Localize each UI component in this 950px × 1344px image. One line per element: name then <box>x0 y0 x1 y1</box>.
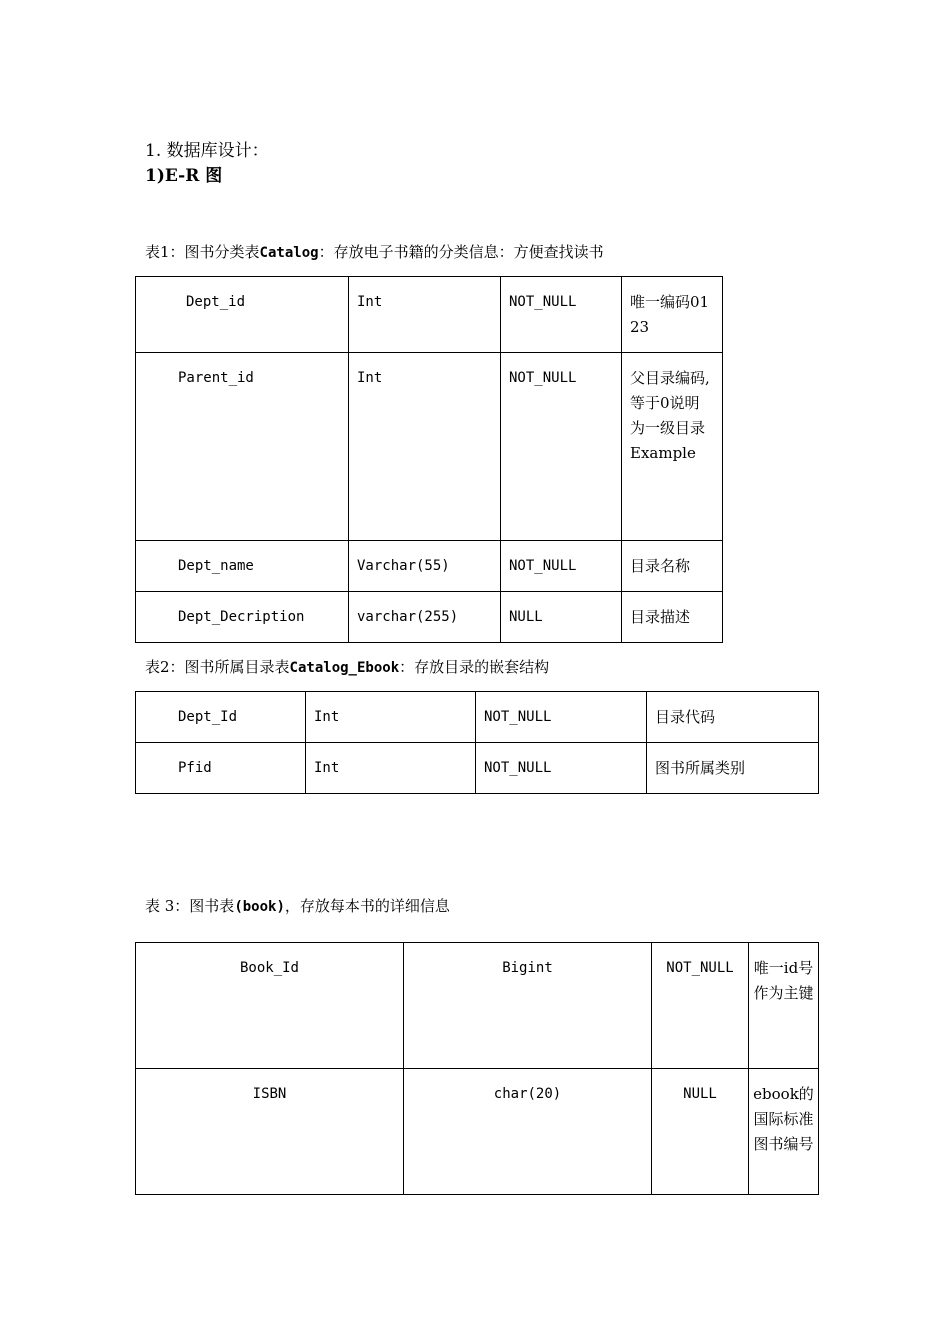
table-cell: Dept_Decription <box>136 592 349 643</box>
table-cell: NOT_NULL <box>501 353 622 541</box>
table-cell: Int <box>306 743 476 794</box>
table-cell: 唯一编码0123 <box>622 277 723 353</box>
table-row <box>136 743 819 794</box>
table-cell: NOT_NULL <box>501 541 622 592</box>
table-cell: varchar(255) <box>349 592 501 643</box>
er-diagram-heading: 1)E-R 图 <box>145 166 223 186</box>
section-heading: 1. 数据库设计： <box>145 141 269 161</box>
table-cell: NOT_NULL <box>501 277 622 353</box>
table-cell: 目录名称 <box>622 541 723 592</box>
catalog-ebook-table <box>135 691 819 794</box>
table-row <box>136 592 723 643</box>
table3-caption: 表 3：图书表(book)，存放每本书的详细信息 <box>145 897 450 915</box>
table-cell: Varchar(55) <box>349 541 501 592</box>
table-cell: char(20) <box>404 1069 652 1195</box>
table-row <box>136 943 819 1069</box>
table-cell: Dept_name <box>136 541 349 592</box>
table-cell: NOT_NULL <box>652 943 749 1069</box>
table-cell: 唯一id号作为主键 <box>749 943 819 1069</box>
table-cell: Dept_Id <box>136 692 306 743</box>
table-cell: 父目录编码,等于0说明为一级目录Example <box>622 353 723 541</box>
table-cell: Dept_id <box>136 277 349 353</box>
table-cell: ISBN <box>136 1069 404 1195</box>
table1-caption: 表1：图书分类表Catalog：存放电子书籍的分类信息：方便查找读书 <box>145 243 604 261</box>
table-cell: Int <box>306 692 476 743</box>
table2-caption: 表2：图书所属目录表Catalog_Ebook：存放目录的嵌套结构 <box>145 658 550 676</box>
table-row <box>136 692 819 743</box>
table-cell: Pfid <box>136 743 306 794</box>
table-cell: NOT_NULL <box>476 692 647 743</box>
table-cell: 目录代码 <box>647 692 819 743</box>
table-cell: ebook的国际标准图书编号 <box>749 1069 819 1195</box>
table-cell: NOT_NULL <box>476 743 647 794</box>
table-row <box>136 277 723 353</box>
table-cell: NULL <box>501 592 622 643</box>
table-row <box>136 353 723 541</box>
table-cell: Bigint <box>404 943 652 1069</box>
book-table <box>135 942 819 1195</box>
table-cell: Book_Id <box>136 943 404 1069</box>
table-cell: 图书所属类别 <box>647 743 819 794</box>
table-row <box>136 1069 819 1195</box>
table-row <box>136 541 723 592</box>
table-cell: Parent_id <box>136 353 349 541</box>
catalog-table <box>135 276 723 643</box>
table-cell: NULL <box>652 1069 749 1195</box>
table-cell: 目录描述 <box>622 592 723 643</box>
table-cell: Int <box>349 353 501 541</box>
table-cell: Int <box>349 277 501 353</box>
